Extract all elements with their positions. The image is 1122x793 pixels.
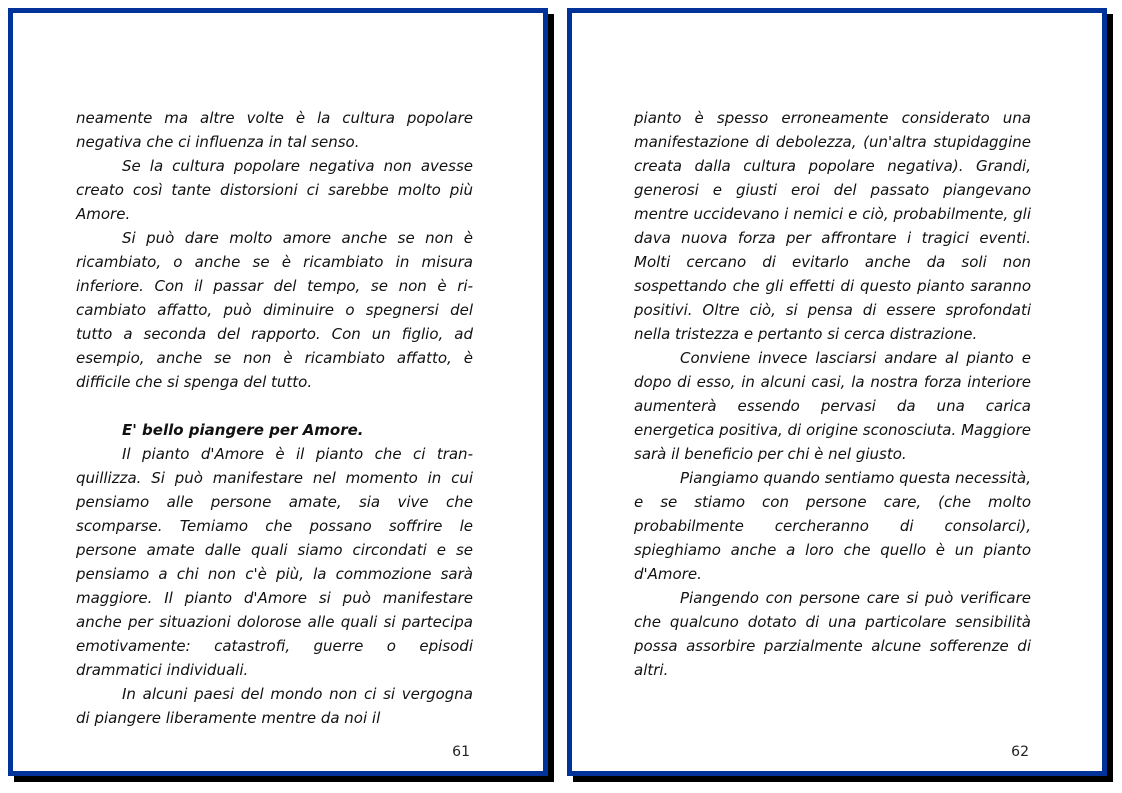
paragraph: Si può dare molto amore anche se non è ricambiato, o anche se è ricambiato in misura inferiore. Con il passar del tempo, se non è ricambiato affatto, può diminuire o spegnersi del tutto a seconda del rapporto. Con un figlio, ad esempio, anche se non è ricambiato affatto, è difficile che si spenga del tutto. — [76, 229, 473, 391]
paragraph-continuation: neamente ma altre volte è la cultura popolare negativa che ci influenza in tal senso. — [76, 109, 473, 151]
right-page — [567, 8, 1107, 776]
paragraph-continuation: pianto è spesso erroneamente considerato una manifestazione di debolezza, (un'altra stupidaggine creata dalla cultura popolare negativa). Grandi, generosi e giusti eroi del passato piangevano mentre uccidevano i nemici e ciò, probabilmente, gli dava nuova forza per affrontare i tragici eventi. Molti cercano di evitarlo anche da soli non sospettando che gli effetti di questo pianto saranno positivi. Oltre ciò, si pensa di essere sprofondati nella tristezza e pertanto si cerca distrazione. — [634, 109, 1031, 343]
paragraph: Piangiamo quando sentiamo questa necessità, e se stiamo con persone care, (che molto probabilmente cercheranno di consolarci), spieghiamo anche a loro che quello è un pianto d'Amore. — [634, 469, 1031, 583]
paragraph: Se la cultura popolare negativa non avesse creato così tante distorsioni ci sarebbe molto più Amore. — [76, 157, 473, 223]
right-page-text — [634, 106, 1031, 682]
page-number: 61 — [452, 744, 470, 760]
left-page — [8, 8, 548, 776]
page-number: 62 — [1011, 744, 1029, 760]
paragraph: Conviene invece lasciarsi andare al pianto e dopo di esso, in alcuni casi, la nostra forza interiore aumenterà essendo pervasi da una carica energetica positiva, di origine sconosciuta. Maggiore sarà il beneficio per chi è nel giusto. — [634, 349, 1031, 463]
left-page-text — [76, 106, 473, 730]
paragraph: In alcuni paesi del mondo non ci si vergogna di piangere liberamente mentre da noi il — [76, 685, 473, 727]
paragraph: Il pianto d'Amore è il pianto che ci tranquillizza. Si può manifestare nel momento in cui pensiamo alle persone amate, sia vive che scomparse. Temiamo che possano soffrire le persone amate dalle quali siamo circondati e se pensiamo a chi non c'è più, la commozione sarà maggiore. Il pianto d'Amore si può manifestare anche per situazioni dolorose alle quali si partecipa emotivamente: catastrofi, guerre o episodi drammatici individuali. — [76, 445, 473, 679]
section-heading: E' bello piangere per Amore. — [122, 421, 364, 439]
paragraph: Piangendo con persone care si può verificare che qualcuno dotato di una particolare sensibilità possa assorbire parzialmente alcune sofferenze di altri. — [634, 589, 1031, 679]
paragraph-spacer — [76, 394, 473, 418]
